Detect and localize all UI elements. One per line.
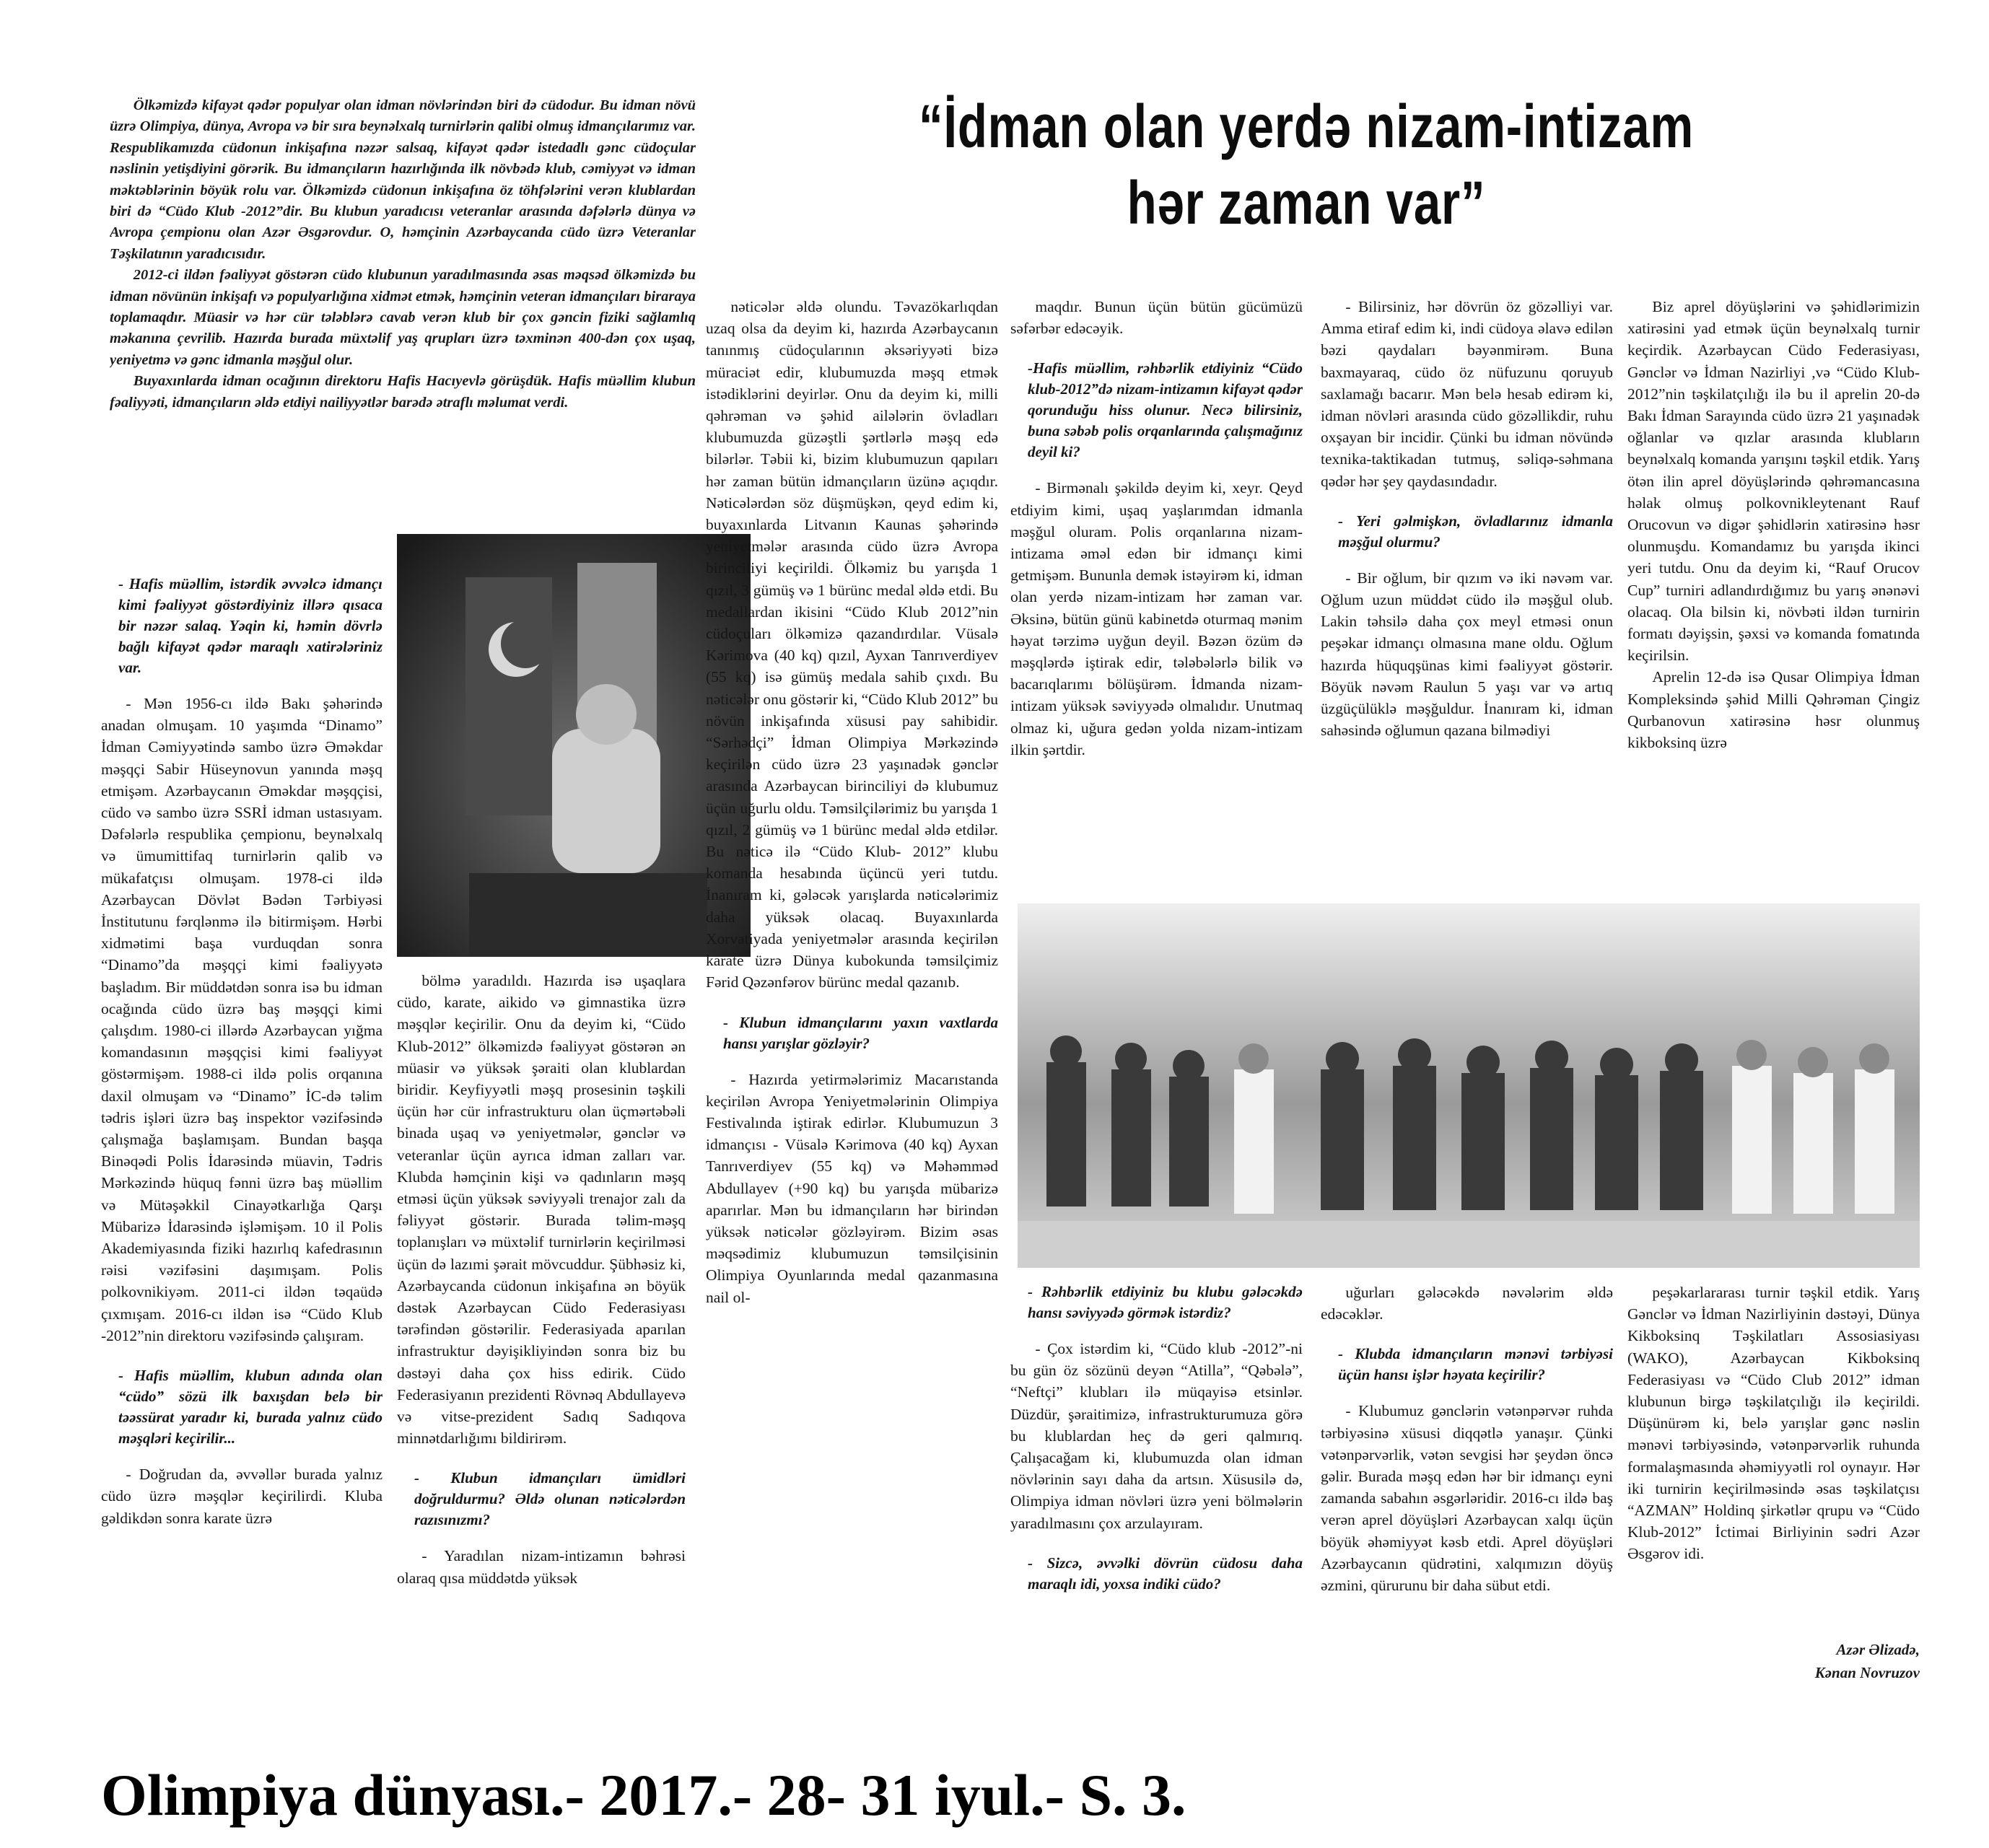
interview-answer: peşəkarlararası turnir təşkil etdik. Yarış Gənclər və İdman Nazirliyinin dəstəyi, Dünya Kikboksinq Təşkilatları Assosiasiyası (WAKO), Azərbaycan Kikboksinq Federasiyası və “Cüdo Club 2012” idman klubunun birgə təşkilatçılığı ilə keçirildi. Düşünürəm ki, belə yarışlar gənc nəslin mənəvi tərbiyəsində, vətənpərvərlik ruhunda formalaşmasında əhəmiyyətli rol oynayır. Hər iki turnirin keçirilməsində əsas təşkilatçısı “AZMAN” Holdinq şirkətlər qrupu və “Cüdo Klub-2012” İctimai Birliyinin sədri Azər Əsgərov idi. <box>1627 1284 1920 1563</box>
interview-answer: nəticələr əldə olundu. Təvazökarlıqdan uzaq olsa da deyim ki, hazırda Azərbaycanın tanınmış cüdoçularının əksəriyyəti bizə müraciət edir, klubumuzda məşq etmək istədiklərini deyirlər. Onu da deyim ki, milli qəhrəman və şəhid ailələrin övladları klubumuzda güzəştli şərtlərlə məşq edə bilərlər. Təbii ki, bizim klubumuzun qapıları hər zaman bütün idmançıların üzünə açıqdır. Nəticələrdən söz düşmüşkən, qeyd edim ki, buyaxınlarda Litvanın Kaunas şəhərində yeniyetmələr arasında cüdo üzrə Avropa birinciliyi keçirildi. Ölkəmiz bu yarışda 1 qızıl, 3 gümüş və 1 bürünc medal əldə etdi. Bu medallardan ikisini “Cüdo Klub 2012”nin cüdoçuları ölkəmizə qazandırdılar. Vüsalə Kərimova (40 kq) qızıl, Ayxan Tanrıverdiyev (55 kq) isə gümüş medala sahib çıxdı. Bu nəticələr onu göstərir ki, “Cüdo Klub 2012” bu növün inkişafında xüsusi pay sahibidir. “Sərhədçi” İdman Olimpiya Mərkəzində keçirilən cüdo üzrə 23 yaşınadək gənclər arasında Azərbaycan birinciliyi də klubumuz üçün uğurlu oldu. Təmsilçilərimiz bu yarışda 1 qızıl, 2 gümüş və 1 bürünc medal əldə etdilər. Bu nəticə ilə “Cüdo Klub- 2012” klubu komanda hesabında üçüncü yeri tutdu. İnanıram ki, gələcək yarışlarda nəticələrimiz daha yüksək olacaq. Buyaxınlarda Xorvatiyada yeniyetmələr arasında keçirilən karate üzrə Dünya kubokunda təmsilçimiz Fərid Qəzənfərov bürünc medal qazanıb. <box>706 298 998 991</box>
interview-answer: - Mən 1956-cı ildə Bakı şəhərində anadan olmuşam. 10 yaşımda “Dinamo” İdman Cəmiyyətində sambo üzrə Əməkdar məşqçi Sabir Hüseynovun yanında məşq etmişəm. Azərbaycanın Əməkdar məşqçisi, cüdo və sambo üzrə SSRİ idman ustasıyam. Dəfələrlə respublika çempionu, beynəlxalq və ümumittifaq turnirlərin qalib və mükafatçısı olmuşam. 1978-ci ildə Azərbaycan Dövlət Bədən Tərbiyəsi İnstitutunu fərqlənmə ilə bitirmişəm. Hərbi xidmətimi başa vurduqdan sonra “Dinamo”da məşqçi kimi fəaliyyətə başladım. Bir müddətdən sonra isə bu idman ocağında cüdo üzrə baş məşqçi kimi çalışdım. 1980-ci illərdə Azərbaycan yığma komandasının məşqçisi kimi fəaliyyət göstərmişəm. 1988-ci ildə polis orqanına daxil olmuşam və “Dinamo” İC-də təlim tədris işləri üzrə baş inspektor vəzifəsində çalışmağa başlamışam. Bundan başqa Binəqədi Polis İdarəsində müavin, Tədris Mərkəzində hüquq fənni üzrə baş müəllim və Mütəşəkkil Cinayətkarlığa Qarşı Mübarizə İdarəsində işləmişəm. 10 il Polis Akademiyasında fiziki hazırlıq kafedrasının rəisi vəzifəsini daşımışam. Polis polkovnikiyəm. 2011-ci ildən təqaüdə çıxmışam. 2016-cı ildən isə “Cüdo Klub -2012”nin direktoru vəzifəsində çalışıram. <box>101 695 382 1344</box>
article-column-5 <box>1321 296 1613 877</box>
interview-answer: Aprelin 12-də isə Qusar Olimpiya İdman Kompleksində şəhid Milli Qəhrəman Çingiz Qurbanovun xatirəsinə həsr olunmuş kikboksinq üzrə <box>1627 668 1920 752</box>
interview-question: - Rəhbərlik etdiyiniz bu klubu gələcəkdə hansı səviyyədə görmək istərdiz? <box>1028 1283 1303 1321</box>
interview-answer: - Çox istərdim ki, “Cüdo klub -2012”-ni bu gün öz sözünü deyən “Atilla”, “Qəbələ”, “Neftçi” klubları ilə müqayisə etsinlər. Düzdür, şəraitimizə, infrastrukturumuza görə bu klublardan heç də geri qalmırıq. Çalışacağam ki, klubumuzda olan idman növlərinin sayı daha da artsın. Xüsusilə də, Olimpiya idman növləri üzrə yeni bölmələrin yaradılmasını çox arzulayıram. <box>1010 1340 1303 1532</box>
article-column-6 <box>1627 296 1920 877</box>
article-byline <box>1754 1638 1920 1684</box>
byline-author-2: Kənan Novruzov <box>1814 1664 1920 1681</box>
article-lead <box>110 95 696 488</box>
lead-paragraph: Ölkəmizdə kifayət qədər populyar olan idman növlərindən biri də cüdodur. Bu idman növü üzrə Olimpiya, dünya, Avropa və bir sıra beynəlxalq turnirlərin qalibi olmuş idmançılarımız var. Respublikamızda cüdonun inkişafına nəzər salsaq, kifayət qədər istedadlı gənc cüdoçular nəslinin yetişdiyini görərik. Bu idmançıların hazırlığında ilk növbədə klub, cəmiyyət və idman məktəblərinin böyük rolu var. Ölkəmizdə cüdonun inkişafına öz töhfələrini verən klublardan biri də “Cüdo Klub -2012”dir. Bu klubun yaradıcısı veteranlar arasında dəfələrlə dünya və Avropa çempionu olan Azər Əsgərovdur. O, həmçinin Azərbaycanda cüdo üzrə Veteranlar Təşkilatının yaradıcısıdır. <box>110 97 696 262</box>
interview-question: - Yeri gəlmişkən, övladlarınız idmanla məşğul olurmu? <box>1338 512 1613 551</box>
team-group-photo <box>1018 903 1920 1268</box>
lead-paragraph: Buyaxınlarda idman ocağının direktoru Hafis Hacıyevlə görüşdük. Hafis müəllim klubun fəaliyyəti, idmançıların əldə etdiyi nailiyyətlər barədə ətraflı məlumat verdi. <box>110 373 696 411</box>
director-photo-image <box>397 534 751 957</box>
interview-answer: - Doğrudan da, əvvəllər burada yalnız cüdo üzrə məşqlər keçirilirdi. Kluba gəldikdən sonra karate üzrə <box>101 1466 382 1527</box>
interview-answer: maqdır. Bunun üçün bütün gücümüzü səfərbər edəcəyik. <box>1010 298 1303 338</box>
interview-answer: - Bilirsiniz, hər dövrün öz gözəlliyi var. Amma etiraf edim ki, indi cüdoya əlavə edilən bəzi qaydaları bəyənmirəm. Buna baxmayaraq, cüdo öz nüfuzunu qoruyub saxlamağı bacarır. Mən belə hesab edirəm ki, idman növləri arasında cüdo gözəllikdir, ruhu oxşayan bir incidir. Çünki bu idman növündə texnika-taktikadan tutmuş, səliqə-səhmana qədər hər şey qaydasındadır. <box>1321 298 1613 490</box>
interview-answer: - Birmənalı şəkildə deyim ki, xeyr. Qeyd etdiyim kimi, uşaq yaşlarımdan idmanla məşğul oluram. Polis orqanlarına nizam-intizama əməl edən bir idmançı kimi getmişəm. Bununla demək istəyirəm ki, idman olan yerdə nizam-intizam hər zaman var. Əksinə, bütün günü kabinetdə oturmaq mənim həyat tərzimə uyğun deyil. Bəzən özüm də məşqlərdə iştirak edir, tələbələrlə bilik və bacarıqlarımı bölüşürəm. İdmanda nizam-intizam yüksək səviyyədə olmalıdır. Unutmaq olmaz ki, uğura gedən yolda nizam-intizam ilkin şərtdir. <box>1010 479 1303 758</box>
interview-question: - Hafis müəllim, klubun adında olan “cüdo” sözü ilk baxışdan belə bir təəssürat yaradır ki, burada yalnız cüdo məşqləri keçirilir... <box>118 1367 382 1448</box>
interview-answer: - Bir oğlum, bir qızım və iki nəvəm var. Oğlum uzun müddət cüdo ilə məşğul olub. Lakin təhsilə daha çox meyl etməsi onun peşəkar idmançı olmasına mane oldu. Oğlum hazırda hüquqşünas kimi fəaliyyət göstərir. Böyük nəvəm Raulun 5 yaşı var və artıq üzgüçülüklə məşğuldur. İnanıram ki, idman sahəsində oğlumun qazana bilmədiyi <box>1321 569 1613 740</box>
article-column-1 <box>101 574 382 1714</box>
article-column-4 <box>1010 296 1303 877</box>
lead-paragraph: 2012-ci ildən fəaliyyət göstərən cüdo klubunun yaradılmasında əsas məqsəd ölkəmizdə bu idman növünün inkişafı və populyarlığına xidmət etmək, həmçinin veteran idmançıları biraraya toplamaqdır. Müasir və hər cür tələblərə cavab verən klub bir çox gəncin fiziki sağlamlıq məkanına çevrilib. Hazırda burada müxtəlif yaş qrupları üzrə təxminən 400-dən çox uşaq, yeniyetmə və gənc idmanla məşğul olur. <box>110 267 696 368</box>
article-column-3 <box>706 296 998 1714</box>
interview-answer: - Klubumuz gənclərin vətənpərvər ruhda tərbiyəsinə xüsusi diqqətlə yanaşır. Çünki vətənpərvərlik, vətən sevgisi hər şeydən öncə gəlir. Burada məşq edən hər bir idmançı eyni zamanda sabahın əsgərləridir. 2016-cı ildə baş verən aprel döyüşləri Azərbaycan xalqı üçün böyük əhəmiyyət kəsb etdi. Aprel döyüşləri Azərbaycanın qüdrətini, xalqımızın döyüş əzmini, qürurunu bir daha sübut etdi. <box>1321 1402 1613 1595</box>
article-headline: “İdman olan yerdə nizam-intizam hər zaman var” <box>918 92 1695 237</box>
interview-answer: uğurları gələcəkdə nəvələrim əldə edəcəklər. <box>1321 1284 1613 1323</box>
interview-answer: Biz aprel döyüşlərini və şəhidlərimizin xatirəsini yad etmək üçün beynəlxalq turnir keçirdik. Azərbaycan Cüdo Federasiyası, Gənclər və İdman Nazirliyi ,və “Cüdo Klub-2012”nin təşkilatçılığı ilə bu il aprelin 20-də Bakı İdman Sarayında cüdo üzrə 21 yaşınadək oğlanlar və qızlar arasında klubların beynəlxalq komanda yarışını təşkil etdik. Yarış ötən ilin aprel döyüşlərində qəhrəmancasına həlak olmuş polkovnikleytenant Rauf Orucovun və digər şəhidlərin xatirəsinə həsr olunmuşdu. Komandamız bu yarışda ikinci yeri tutdu. Onu da deyim ki, “Rauf Orucov Cup” turniri adlandırdığımız bu yarış ənənəvi olacaq. Ola bilsin ki, növbəti ildən turnirin formatı dəyişsin, şəxsi və komanda fomatında keçirilsin. <box>1627 298 1920 665</box>
interview-question: -Hafis müəllim, rəhbərlik etdiyiniz “Cüdo klub-2012”də nizam-intizamın kifayət qədər qorunduğu hiss olunur. Necə bilirsiniz, buna səbəb polis orqanlarında çalışmağınız deyil ki? <box>1028 359 1303 461</box>
article-column-8 <box>1321 1282 1613 1715</box>
interview-question: - Klubun idmançılarını yaxın vaxtlarda hansı yarışlar gözləyir? <box>723 1013 998 1052</box>
source-caption: Olimpiya dünyası.- 2017.- 28- 31 iyul.- S. 3. <box>101 1762 1186 1828</box>
article-column-9 <box>1627 1282 1920 1628</box>
interview-question: - Sizcə, əvvəlki dövrün cüdosu daha maraqlı idi, yoxsa indiki cüdo? <box>1028 1554 1303 1593</box>
director-photo <box>397 534 751 957</box>
article-column-2 <box>397 970 686 1713</box>
interview-answer: - Yaradılan nizam-intizamın bəhrəsi olaraq qısa müddətdə yüksək <box>397 1547 686 1587</box>
interview-answer: bölmə yaradıldı. Hazırda isə uşaqlara cüdo, karate, aikido və gimnastika üzrə məşqlər keçirilir. Onu da deyim ki, “Cüdo Klub-2012” ölkəmizdə fəaliyyət göstərən ən müasir və yüksək şəraiti olan klublardan biridir. Keyfiyyətli məşq prosesinin təşkili üçün hər cür infrastrukturu olan üçmərtəbəli binada uşaq və yeniyetmələr, gənclər və veteranlar üçün ayrıca idman zalları var. Klubda həmçinin kişi və qadınların məşq etməsi üçün yüksək səviyyəli trenajor zalı da fəliyyət göstərir. Burada təlim-məşq toplanışları və müxtəlif turnirlərin keçirilməsi üçün də lazımi şərait mövcuddur. Şübhəsiz ki, Azərbaycanda cüdonun inkişafına ən böyük dəstək Azərbaycan Cüdo Federasiyası tərəfindən göstərilir. Federasiyada aparılan infrastruktur dəyişikliyindən sonra biz bu dəstəyi daha çox hiss edirik. Cüdo Federasiyanın prezidenti Rövnəq Abdullayevə və vitse-prezident Sadıq Sadıqova minnətdarlığımı bildirirəm. <box>397 972 686 1448</box>
team-group-photo-image <box>1018 903 1920 1268</box>
article-column-7 <box>1010 1282 1303 1715</box>
interview-question: - Klubda idmançıların mənəvi tərbiyəsi üçün hansı işlər həyata keçirilir? <box>1338 1345 1613 1384</box>
interview-answer: - Hazırda yetirmələrimiz Macarıstanda keçirilən Avropa Yeniyetmələrinin Olimpiya Festivalında iştirak edirlər. Klubumuzun 3 idmançısı - Vüsalə Kərimova (40 kq) Ayxan Tanrıverdiyev (55 kq) və Məhəmməd Abdullayev (+90 kq) bu yarışda mübarizə aparırlar. Mən bu idmançıların hər birindən yüksək nəticələr gözləyirəm. Bizim əsas məqsədimiz klubumuzun təmsilçisinin Olimpiya Oyunlarında medal qazanmasına nail ol- <box>706 1070 998 1306</box>
byline-author-1: Azər Əlizadə, <box>1836 1641 1920 1658</box>
interview-question: - Hafis müəllim, istərdik əvvəlcə idmançı kimi fəaliyyət göstərdiyiniz illərə qısaca bir nəzər salaq. Yəqin ki, həmin dövrlə bağlı kifayət qədər maraqlı xatirələriniz var. <box>118 575 382 676</box>
interview-question: - Klubun idmançıları ümidləri doğruldurmu? Əldə olunan nəticələrdən razısınızmı? <box>414 1469 686 1529</box>
